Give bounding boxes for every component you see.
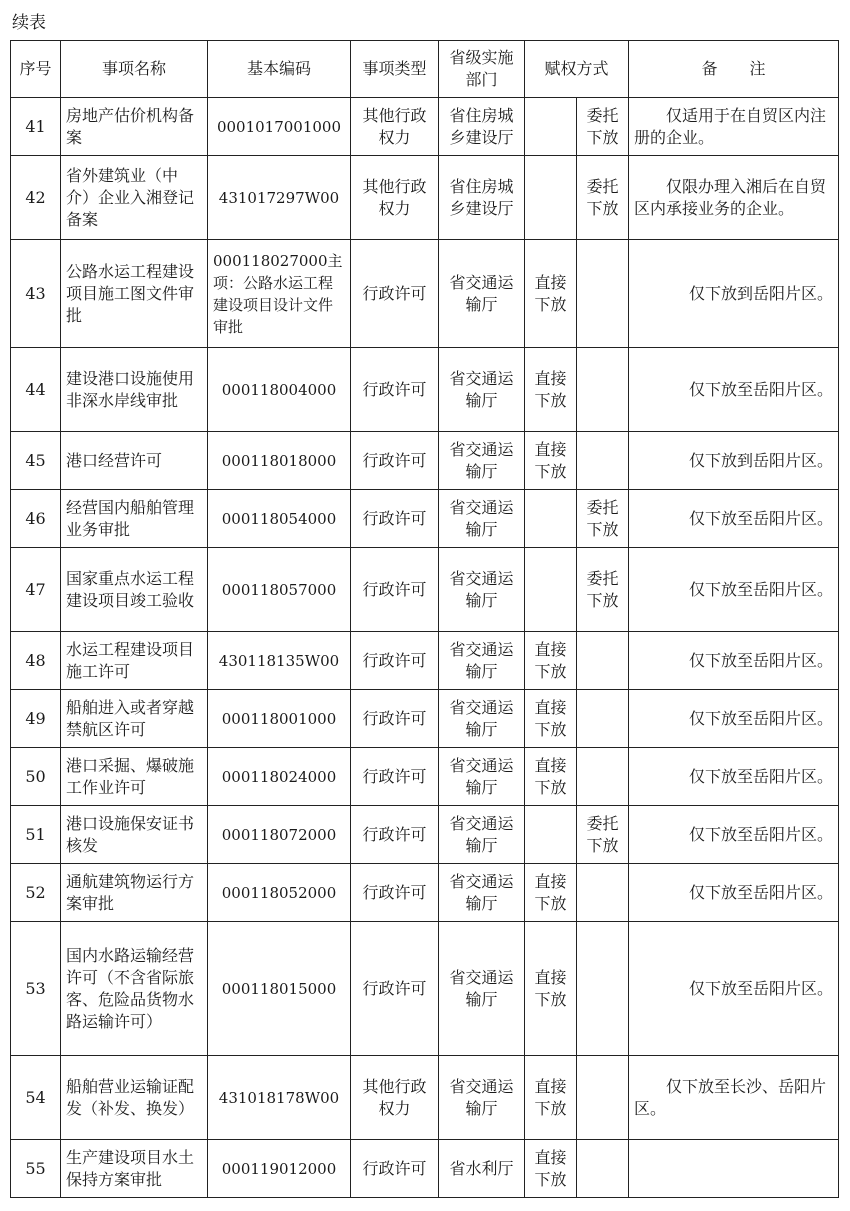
item-name: 水运工程建设项目施工许可 — [61, 632, 208, 690]
table-row — [11, 490, 839, 548]
direct-delegation: 直接下放 — [525, 748, 577, 806]
remark — [629, 922, 839, 1056]
row-number: 49 — [11, 690, 61, 748]
direct-delegation: 直接下放 — [525, 922, 577, 1056]
item-type: 行政许可 — [351, 490, 439, 548]
table-row — [11, 922, 839, 1056]
item-code: 000118024000 — [208, 748, 351, 806]
row-number: 45 — [11, 432, 61, 490]
implementing-dept: 省交通运输厅 — [439, 690, 525, 748]
direct-delegation: 直接下放 — [525, 632, 577, 690]
remark — [629, 864, 839, 922]
remark-text: 仅下放至岳阳片区。 — [689, 824, 834, 844]
item-type: 行政许可 — [351, 690, 439, 748]
entrusted-delegation — [577, 748, 629, 806]
direct-delegation — [525, 806, 577, 864]
remark-text: 仅适用于在自贸区内注册的企业。 — [634, 105, 827, 147]
table-row — [11, 432, 839, 490]
table-caption: 续表 — [12, 13, 46, 33]
row-number: 43 — [11, 240, 61, 348]
item-name: 建设港口设施使用非深水岸线审批 — [61, 348, 208, 432]
item-code: 431018178W00 — [208, 1056, 351, 1140]
row-number: 47 — [11, 548, 61, 632]
item-code: 000118001000 — [208, 690, 351, 748]
remark — [629, 748, 839, 806]
item-type: 其他行政权力 — [351, 156, 439, 240]
implementing-dept: 省交通运输厅 — [439, 240, 525, 348]
implementing-dept: 省交通运输厅 — [439, 548, 525, 632]
header-note: 备 注 — [629, 41, 839, 98]
direct-delegation — [525, 156, 577, 240]
table-row — [11, 348, 839, 432]
table-row — [11, 1056, 839, 1140]
table-header-row — [11, 41, 839, 98]
entrusted-delegation — [577, 240, 629, 348]
remark — [629, 1140, 839, 1198]
table-row — [11, 864, 839, 922]
remark — [629, 1056, 839, 1140]
implementing-dept: 省交通运输厅 — [439, 864, 525, 922]
remark-text: 仅下放至岳阳片区。 — [689, 978, 834, 998]
entrusted-delegation: 委托下放 — [577, 98, 629, 156]
item-type: 其他行政权力 — [351, 98, 439, 156]
item-name: 生产建设项目水土保持方案审批 — [61, 1140, 208, 1198]
delegation-table — [10, 40, 839, 1198]
direct-delegation: 直接下放 — [525, 432, 577, 490]
item-name: 公路水运工程建设项目施工图文件审批 — [61, 240, 208, 348]
remark — [629, 432, 839, 490]
row-number: 42 — [11, 156, 61, 240]
item-type: 行政许可 — [351, 240, 439, 348]
item-name: 港口经营许可 — [61, 432, 208, 490]
header-code: 基本编码 — [208, 41, 351, 98]
implementing-dept: 省交通运输厅 — [439, 922, 525, 1056]
row-number: 48 — [11, 632, 61, 690]
table-row — [11, 240, 839, 348]
entrusted-delegation — [577, 864, 629, 922]
item-code: 430118135W00 — [208, 632, 351, 690]
remark — [629, 806, 839, 864]
item-code: 000118018000 — [208, 432, 351, 490]
remark-text: 仅下放至岳阳片区。 — [689, 579, 834, 599]
table-row — [11, 548, 839, 632]
row-number: 44 — [11, 348, 61, 432]
remark-text: 仅下放至岳阳片区。 — [689, 508, 834, 528]
remark-text: 仅下放至岳阳片区。 — [689, 766, 834, 786]
remark-text: 仅下放至长沙、岳阳片区。 — [634, 1076, 827, 1118]
item-name: 房地产估价机构备案 — [61, 98, 208, 156]
remark-text: 仅下放至岳阳片区。 — [689, 379, 834, 399]
entrusted-delegation: 委托下放 — [577, 548, 629, 632]
item-code: 000118052000 — [208, 864, 351, 922]
item-name: 国家重点水运工程建设项目竣工验收 — [61, 548, 208, 632]
row-number: 46 — [11, 490, 61, 548]
entrusted-delegation — [577, 632, 629, 690]
implementing-dept: 省交通运输厅 — [439, 632, 525, 690]
table-row — [11, 748, 839, 806]
remark — [629, 548, 839, 632]
item-type: 行政许可 — [351, 806, 439, 864]
remark-text: 仅限办理入湘后在自贸区内承接业务的企业。 — [634, 176, 827, 218]
item-code: 000118004000 — [208, 348, 351, 432]
item-name: 船舶营业运输证配发（补发、换发） — [61, 1056, 208, 1140]
implementing-dept: 省住房城乡建设厅 — [439, 98, 525, 156]
remark — [629, 490, 839, 548]
direct-delegation: 直接下放 — [525, 240, 577, 348]
header-name: 事项名称 — [61, 41, 208, 98]
entrusted-delegation: 委托下放 — [577, 490, 629, 548]
remark — [629, 240, 839, 348]
table-row — [11, 806, 839, 864]
implementing-dept: 省交通运输厅 — [439, 806, 525, 864]
entrusted-delegation: 委托下放 — [577, 156, 629, 240]
item-type: 行政许可 — [351, 922, 439, 1056]
direct-delegation: 直接下放 — [525, 690, 577, 748]
item-name: 港口采掘、爆破施工作业许可 — [61, 748, 208, 806]
table-row — [11, 1140, 839, 1198]
item-code: 000118015000 — [208, 922, 351, 1056]
header-no: 序号 — [11, 41, 61, 98]
entrusted-delegation — [577, 1056, 629, 1140]
item-name: 省外建筑业（中介）企业入湘登记备案 — [61, 156, 208, 240]
implementing-dept: 省水利厅 — [439, 1140, 525, 1198]
item-type: 其他行政权力 — [351, 1056, 439, 1140]
item-code: 000118027000主项：公路水运工程建设项目设计文件审批 — [208, 240, 351, 348]
item-name: 国内水路运输经营许可（不含省际旅客、危险品货物水路运输许可） — [61, 922, 208, 1056]
direct-delegation: 直接下放 — [525, 864, 577, 922]
item-code: 431017297W00 — [208, 156, 351, 240]
remark — [629, 98, 839, 156]
header-way: 赋权方式 — [525, 41, 629, 98]
entrusted-delegation — [577, 432, 629, 490]
implementing-dept: 省交通运输厅 — [439, 1056, 525, 1140]
item-name: 船舶进入或者穿越禁航区许可 — [61, 690, 208, 748]
remark — [629, 690, 839, 748]
table-row — [11, 98, 839, 156]
item-name: 港口设施保安证书核发 — [61, 806, 208, 864]
row-number: 55 — [11, 1140, 61, 1198]
entrusted-delegation — [577, 922, 629, 1056]
remark-text: 仅下放到岳阳片区。 — [689, 283, 834, 303]
item-type: 行政许可 — [351, 548, 439, 632]
remark — [629, 632, 839, 690]
row-number: 50 — [11, 748, 61, 806]
implementing-dept: 省交通运输厅 — [439, 490, 525, 548]
item-type: 行政许可 — [351, 864, 439, 922]
item-type: 行政许可 — [351, 748, 439, 806]
item-name: 通航建筑物运行方案审批 — [61, 864, 208, 922]
remark-text: 仅下放至岳阳片区。 — [689, 708, 834, 728]
table-row — [11, 690, 839, 748]
entrusted-delegation — [577, 690, 629, 748]
row-number: 41 — [11, 98, 61, 156]
item-code: 000118072000 — [208, 806, 351, 864]
item-code: 000119012000 — [208, 1140, 351, 1198]
entrusted-delegation: 委托下放 — [577, 806, 629, 864]
direct-delegation: 直接下放 — [525, 348, 577, 432]
remark-text: 仅下放至岳阳片区。 — [689, 882, 834, 902]
header-type: 事项类型 — [351, 41, 439, 98]
entrusted-delegation — [577, 1140, 629, 1198]
direct-delegation — [525, 548, 577, 632]
table-row — [11, 632, 839, 690]
item-type: 行政许可 — [351, 1140, 439, 1198]
entrusted-delegation — [577, 348, 629, 432]
implementing-dept: 省交通运输厅 — [439, 432, 525, 490]
item-name: 经营国内船舶管理业务审批 — [61, 490, 208, 548]
item-code: 000118054000 — [208, 490, 351, 548]
item-type: 行政许可 — [351, 348, 439, 432]
row-number: 53 — [11, 922, 61, 1056]
item-type: 行政许可 — [351, 432, 439, 490]
table-row — [11, 156, 839, 240]
direct-delegation — [525, 98, 577, 156]
item-type: 行政许可 — [351, 632, 439, 690]
row-number: 54 — [11, 1056, 61, 1140]
implementing-dept: 省交通运输厅 — [439, 748, 525, 806]
header-dept: 省级实施部门 — [439, 41, 525, 98]
row-number: 51 — [11, 806, 61, 864]
implementing-dept: 省交通运输厅 — [439, 348, 525, 432]
item-code: 000118057000 — [208, 548, 351, 632]
remark — [629, 348, 839, 432]
direct-delegation — [525, 490, 577, 548]
implementing-dept: 省住房城乡建设厅 — [439, 156, 525, 240]
direct-delegation: 直接下放 — [525, 1140, 577, 1198]
remark-text: 仅下放到岳阳片区。 — [689, 450, 834, 470]
direct-delegation: 直接下放 — [525, 1056, 577, 1140]
row-number: 52 — [11, 864, 61, 922]
remark — [629, 156, 839, 240]
item-code: 0001017001000 — [208, 98, 351, 156]
remark-text: 仅下放至岳阳片区。 — [689, 650, 834, 670]
